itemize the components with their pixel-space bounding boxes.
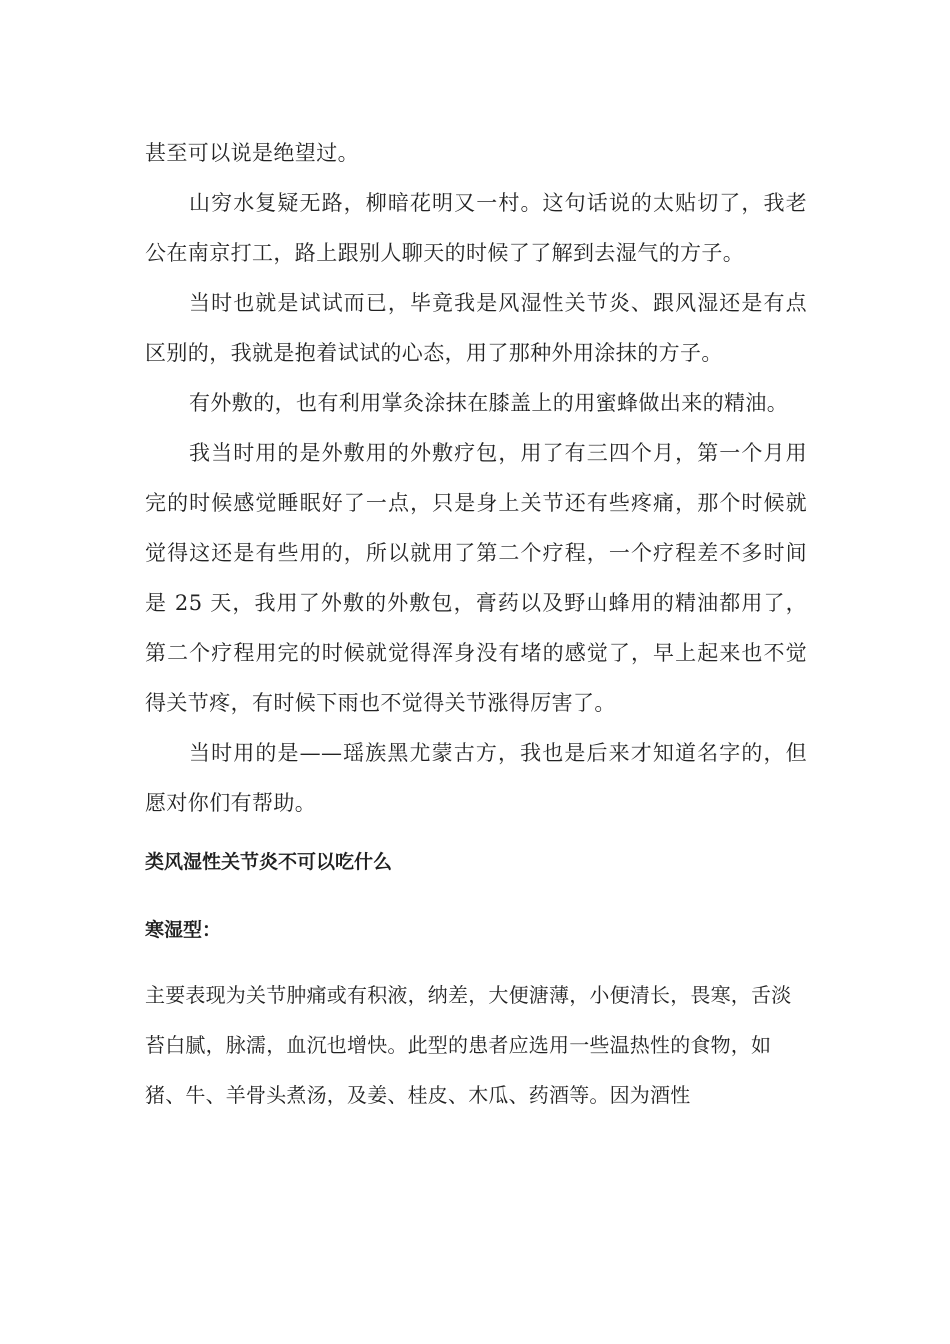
paragraph: 我当时用的是外敷用的外敷疗包，用了有三四个月，第一个月用完的时候感觉睡眠好了一点，只是身上关节还有些疼痛，那个时候就觉得这还是有些用的，所以就用了第二个疗程，一个疗程差不多时间是 25 天，我用了外敷的外敷包，膏药以及野山蜂用的精油都用了，第二个疗程用完的时候就觉得浑身没有堵的感觉了，早上起来也不觉得关节疼，有时候下雨也不觉得关节涨得厉害了。 <box>145 441 807 715</box>
paragraph: 有外敷的，也有利用掌灸涂抹在膝盖上的用蜜蜂做出来的精油。 <box>189 391 789 415</box>
document-body <box>145 128 807 1120</box>
paragraph: 当时也就是试试而已，毕竟我是风湿性关节炎、跟风湿还是有点区别的，我就是抱着试试的心态，用了那种外用涂抹的方子。 <box>145 291 807 365</box>
paragraph-continuation: 甚至可以说是绝望过。 <box>145 141 359 165</box>
body-paragraph: 主要表现为关节肿痛或有积液，纳差，大便溏薄，小便清长，畏寒，舌淡苔白腻，脉濡，血沉也增快。此型的患者应选用一些温热性的食物，如猪、牛、羊骨头煮汤，及姜、桂皮、木瓜、药酒等。因为酒性 <box>145 983 792 1107</box>
subsection-heading: 寒湿型： <box>145 919 222 941</box>
paragraph: 山穷水复疑无路，柳暗花明又一村。这句话说的太贴切了，我老公在南京打工，路上跟别人聊天的时候了了解到去湿气的方子。 <box>145 191 807 265</box>
paragraph: 当时用的是——瑶族黑尤蒙古方，我也是后来才知道名字的，但愿对你们有帮助。 <box>145 741 807 815</box>
section-heading: 类风湿性关节炎不可以吃什么 <box>145 851 393 873</box>
